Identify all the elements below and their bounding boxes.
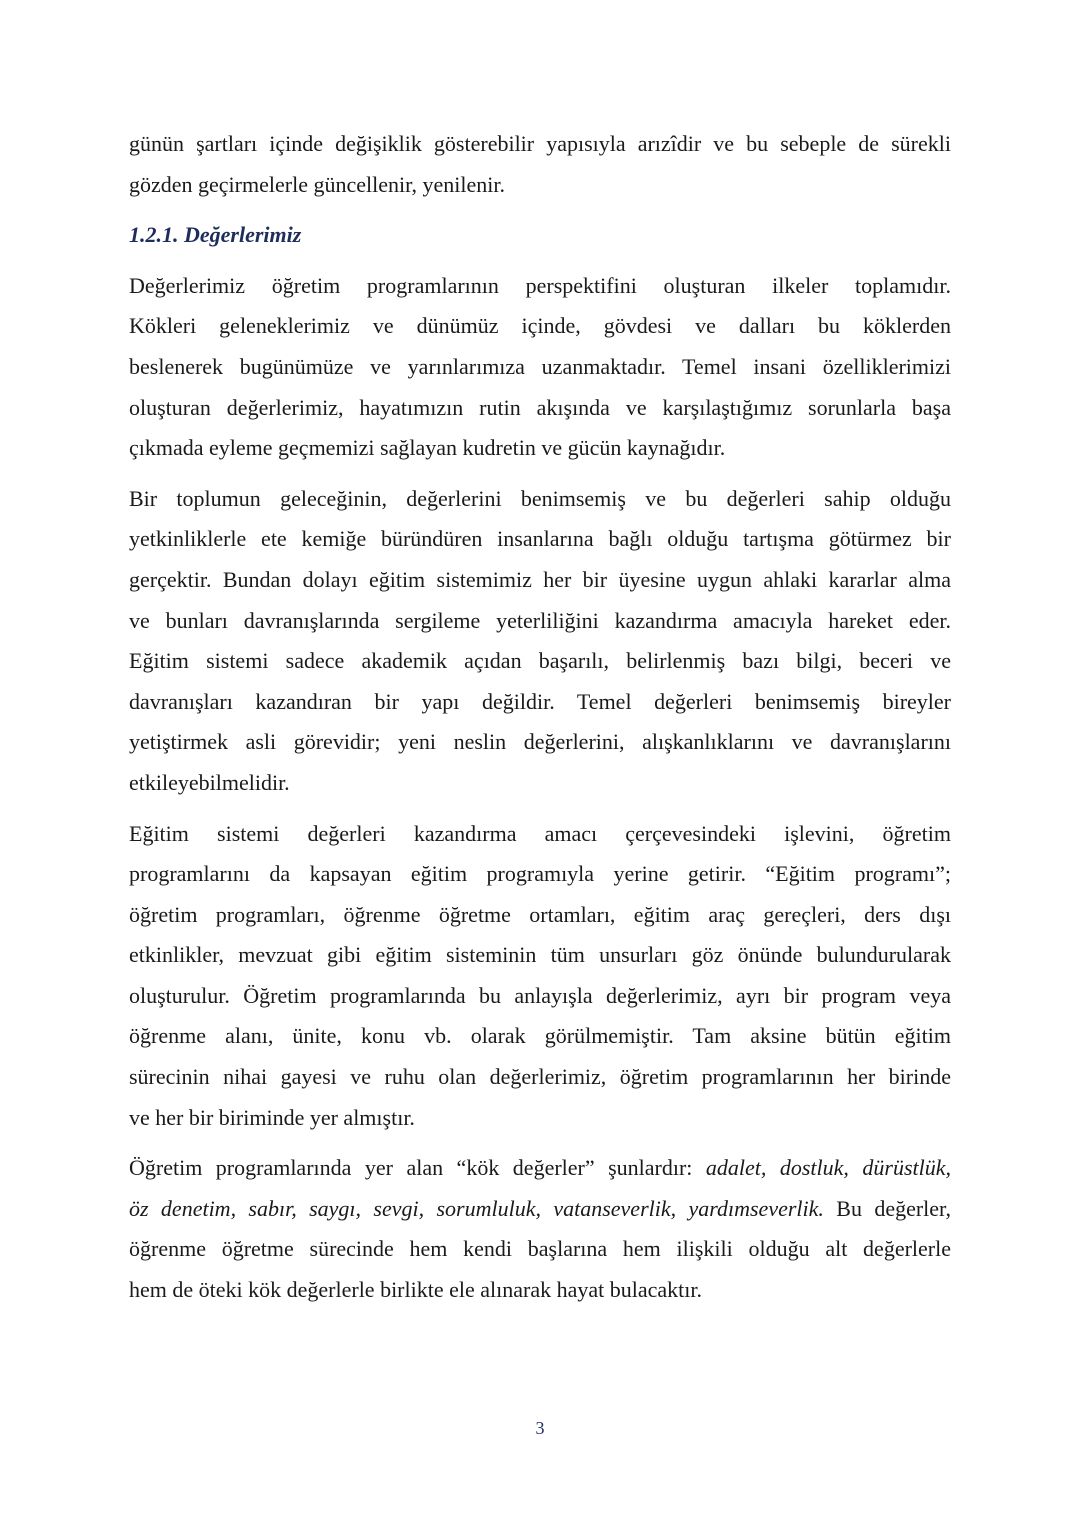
root-values-paragraph: [129, 1148, 951, 1310]
italic-text: adalet, dostluk, dürüstlük,: [705, 1155, 951, 1181]
text-line: sürecinin nihai gayesi ve ruhu olan değerlerimiz, öğretim programlarının her birinde: [129, 1064, 951, 1090]
text-line: Kökleri geleneklerimiz ve dünümüz içinde, gövdesi ve dalları bu köklerden: [129, 313, 951, 339]
text-line: öğrenme alanı, ünite, konu vb. olarak görülmemiştir. Tam aksine bütün eğitim: [129, 1023, 951, 1049]
text-line: Değerlerimiz öğretim programlarının perspektifini oluşturan ilkeler toplamıdır.: [129, 272, 951, 298]
text-line: oluşturulur. Öğretim programlarında bu anlayışla değerlerimiz, ayrı bir program veya: [129, 982, 951, 1008]
text-line: günün şartları içinde değişiklik gösterebilir yapısıyla arızîdir ve bu sebeple de sürekli: [129, 131, 951, 156]
text-line: öğretim programları, öğrenme öğretme ortamları, eğitim araç gereçleri, ders dışı: [129, 901, 951, 927]
text-line: ve bunları davranışlarında sergileme yeterliliğini kazandırma amacıyla hareket eder.: [129, 607, 951, 633]
section-heading: 1.2.1. Değerlerimiz: [129, 222, 302, 248]
body-paragraph: [129, 266, 951, 469]
page-number: 3: [535, 1418, 545, 1438]
text-line: beslenerek bugünümüze ve yarınlarımıza uzanmaktadır. Temel insani özelliklerimizi: [129, 353, 951, 379]
text-line: gerçektir. Bundan dolayı eğitim sistemimiz her bir üyesine uygun ahlaki kararlar alma: [129, 566, 951, 592]
text-line: yetiştirmek asli görevidir; yeni neslin değerlerini, alışkanlıklarını ve davranışlarını: [129, 729, 951, 755]
body-paragraph: [129, 814, 951, 1139]
text-line: Eğitim sistemi değerleri kazandırma amacı çerçevesindeki işlevini, öğretim: [129, 820, 951, 846]
text-line: gözden geçirmelerle güncellenir, yenilenir.: [129, 171, 506, 197]
text-line: öğrenme öğretme sürecinde hem kendi başlarına hem ilişkili olduğu alt değerlerle: [129, 1236, 951, 1262]
text-line: ve her bir biriminde yer almıştır.: [129, 1104, 415, 1130]
text-span: Bu değerler,: [823, 1195, 951, 1221]
text-line: davranışları kazandıran bir yapı değildir. Temel değerleri benimsemiş bireyler: [129, 688, 951, 714]
italic-text: öz denetim, sabır, saygı, sevgi, sorumluluk, vatanseverlik, yardımseverlik.: [129, 1195, 824, 1221]
text-line: programlarını da kapsayan eğitim programıyla yerine getirir. “Eğitim programı”;: [129, 861, 951, 887]
text-line: [129, 1148, 951, 1189]
text-line: Bir toplumun geleceğinin, değerlerini benimsemiş ve bu değerleri sahip olduğu: [129, 485, 951, 511]
intro-paragraph: [129, 124, 951, 205]
document-body: [129, 124, 951, 1321]
text-line: etkinlikler, mevzuat gibi eğitim sisteminin tüm unsurları göz önünde bulundurularak: [129, 942, 951, 968]
text-line: Eğitim sistemi sadece akademik açıdan başarılı, belirlenmiş bazı bilgi, beceri ve: [129, 648, 951, 674]
text-line: etkileyebilmelidir.: [129, 769, 290, 795]
text-line: hem de öteki kök değerlerle birlikte ele alınarak hayat bulacaktır.: [129, 1277, 702, 1303]
text-span: Öğretim programlarında yer alan “kök değerler” şunlardır:: [129, 1155, 706, 1181]
text-line: çıkmada eyleme geçmemizi sağlayan kudretin ve gücün kaynağıdır.: [129, 435, 726, 461]
body-paragraph: [129, 479, 951, 804]
text-line: yetkinliklerle ete kemiğe büründüren insanlarına bağlı olduğu tartışma götürmez bir: [129, 526, 951, 552]
text-line: oluşturan değerlerimiz, hayatımızın rutin akışında ve karşılaştığımız sorunlarla başa: [129, 394, 951, 420]
text-line: [129, 1189, 951, 1230]
